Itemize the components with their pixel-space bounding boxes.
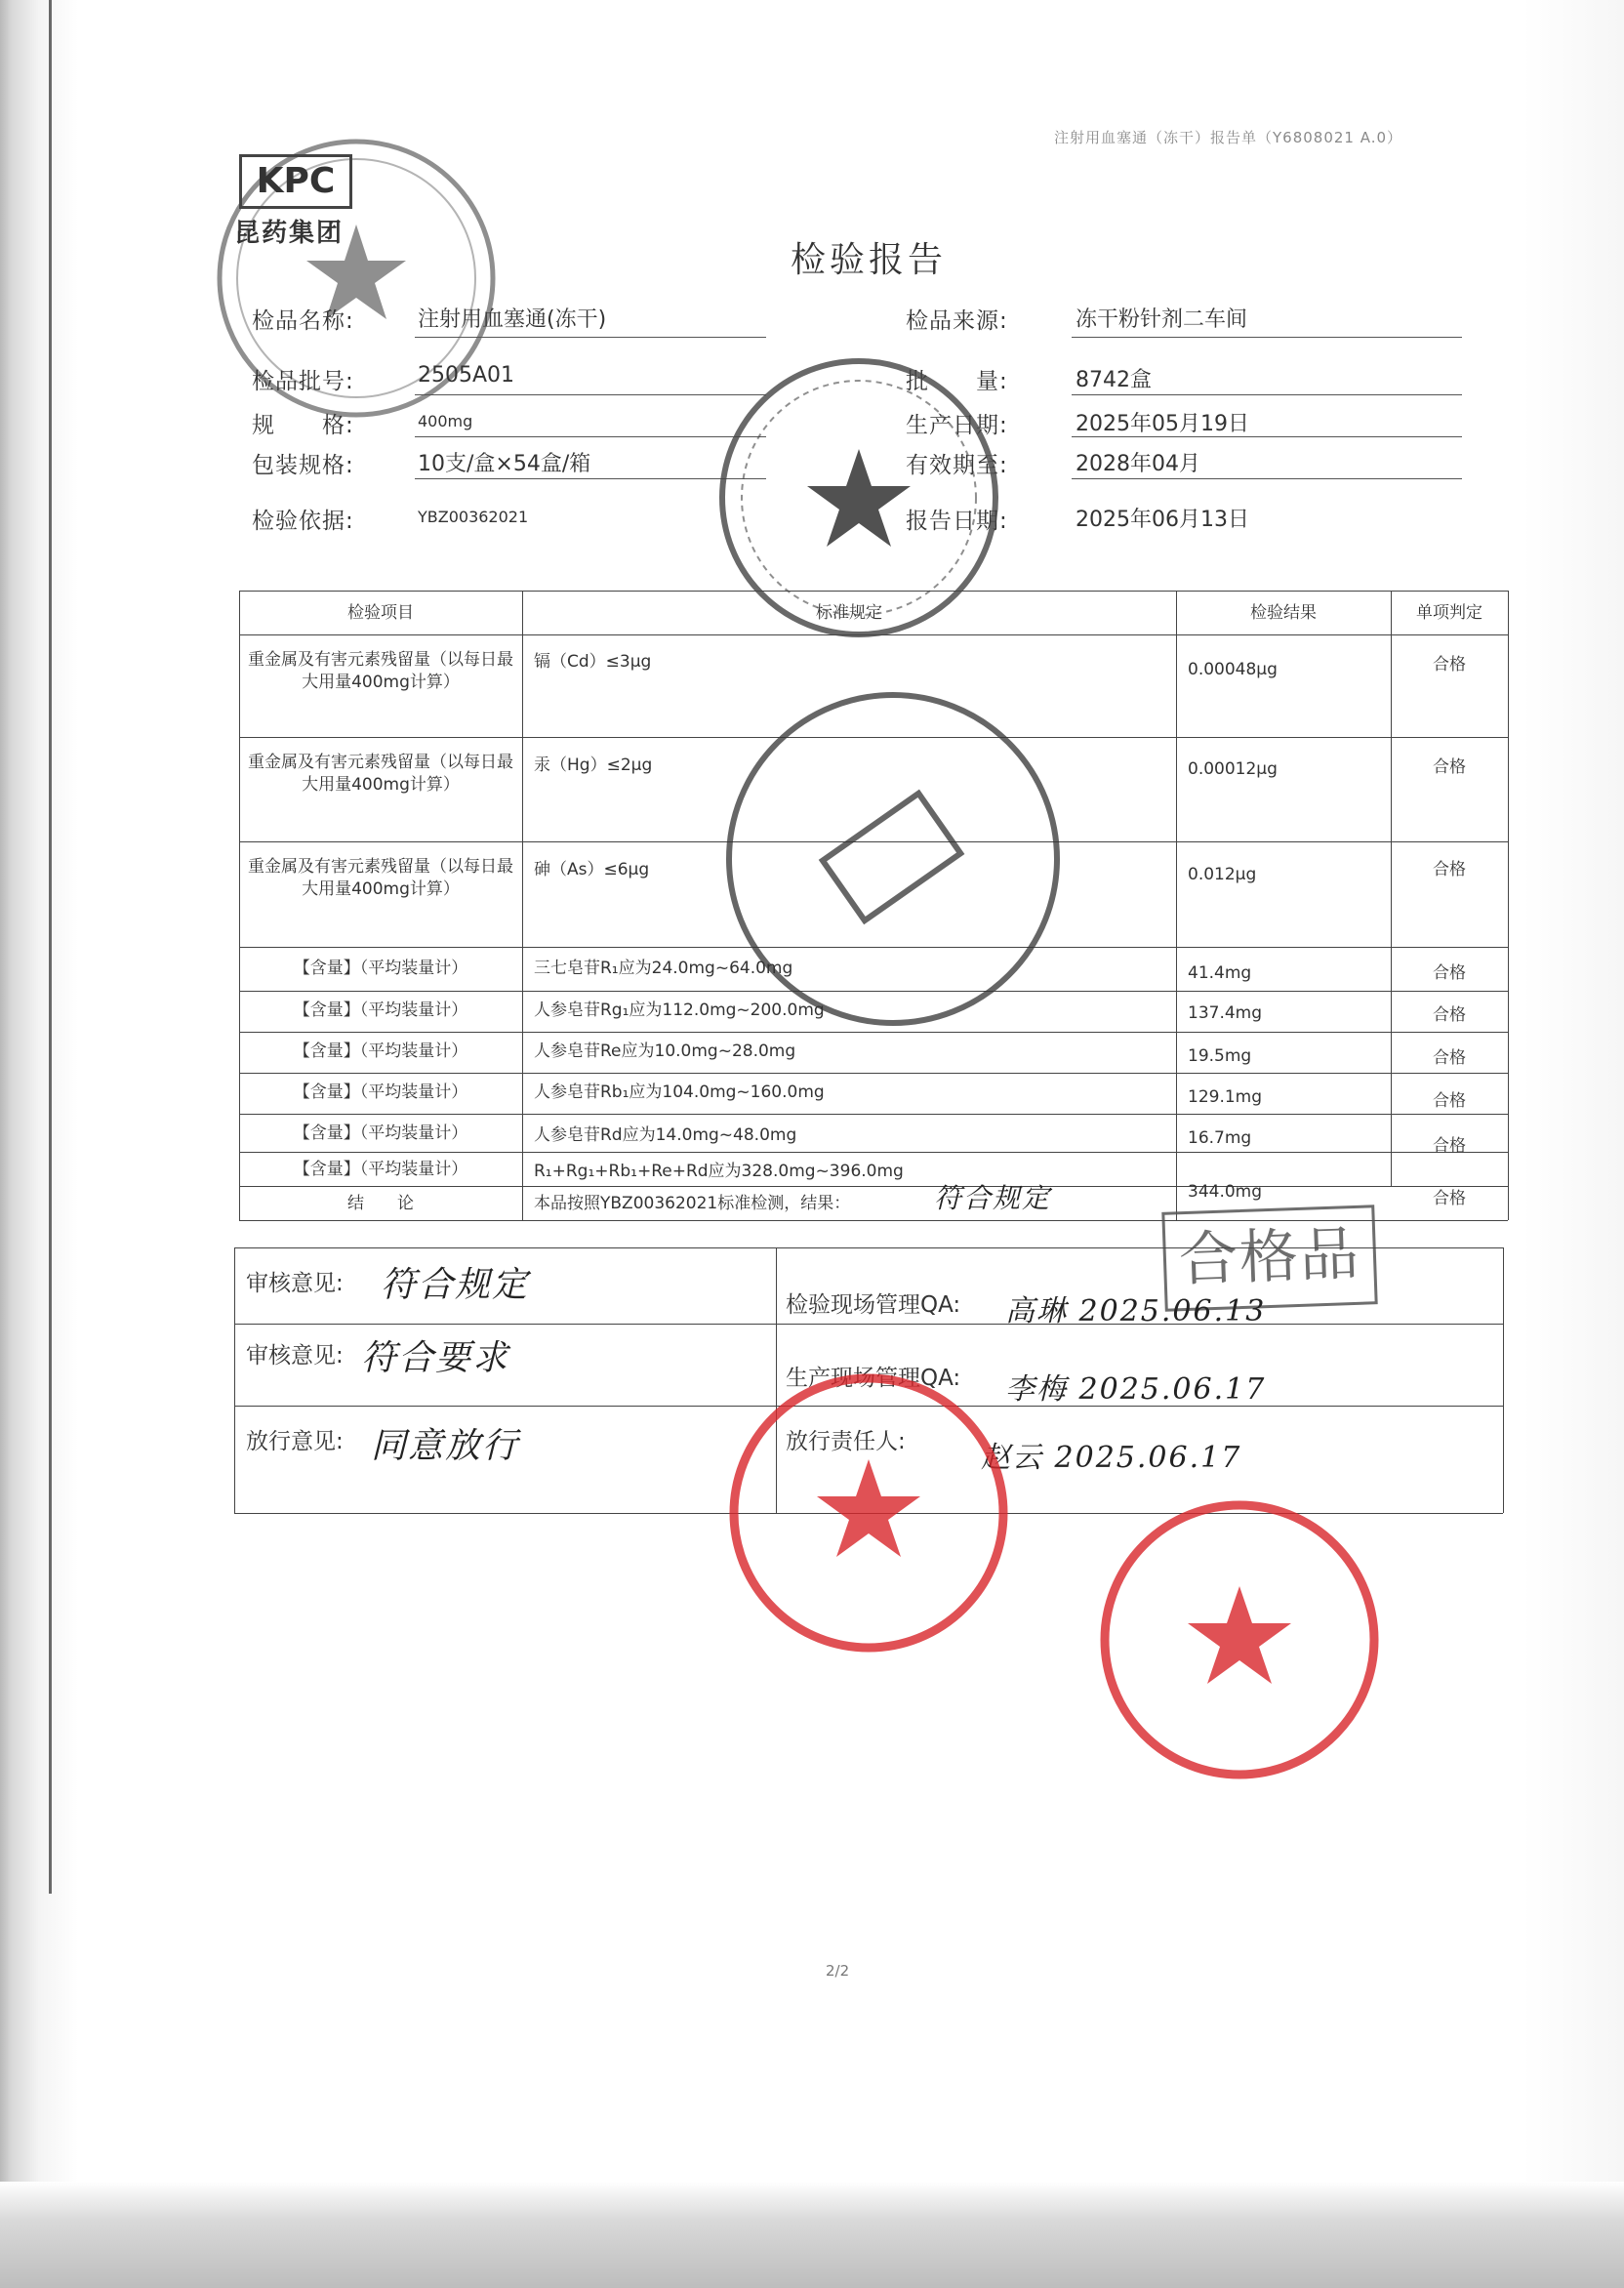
review-line [1503, 1247, 1504, 1513]
row-item: 【含量】（平均装量计） [293, 1124, 468, 1143]
spec-value: 400mg [418, 412, 473, 430]
quality-red-seal [722, 1367, 1015, 1659]
review-line [234, 1247, 235, 1513]
review1-signature: 符合规定 [381, 1265, 530, 1305]
table-line [239, 591, 1508, 592]
page-title: 检验报告 [791, 240, 948, 280]
table-line [239, 634, 1508, 635]
batch-value: 2505A01 [418, 363, 515, 388]
table-line [239, 1073, 1508, 1074]
row-item: 【含量】（平均装量计） [293, 1083, 468, 1102]
conclusion-label: 结 论 [347, 1194, 414, 1213]
release-person-signature: 赵云 2025.06.17 [981, 1441, 1242, 1475]
row-judgement: 合格 [1433, 1091, 1466, 1111]
packing-label: 包装规格: [252, 453, 354, 478]
row-judgement: 合格 [1433, 655, 1466, 674]
quantity-value: 8742盒 [1076, 368, 1152, 392]
row-judgement: 合格 [1433, 757, 1466, 777]
report-date-label: 报告日期: [906, 509, 1008, 534]
row-judgement: 合格 [1433, 1048, 1466, 1068]
row-judgement: 合格 [1433, 1136, 1466, 1156]
source-underline [1072, 337, 1462, 338]
row-standard: 三七皂苷R₁应为24.0mg~64.0mg [534, 959, 793, 978]
table-line [239, 1152, 1508, 1153]
row-item: 【含量】（平均装量计） [293, 1042, 468, 1061]
row-judgement: 合格 [1433, 963, 1466, 983]
product-name-label: 检品名称: [252, 308, 354, 334]
production-date-value: 2025年05月19日 [1076, 412, 1249, 436]
row-result: 16.7mg [1188, 1128, 1252, 1148]
table-line [1508, 591, 1509, 1220]
table-line [522, 591, 523, 1220]
header-standard: 标准规定 [816, 603, 882, 623]
product-name-underline [415, 337, 766, 338]
kpc-inspection-seal [717, 683, 1069, 1035]
row-item: 重金属及有害元素残留量（以每日最大用量400mg计算） [248, 753, 513, 795]
scan-shadow [0, 2182, 1624, 2288]
row-item: 【含量】（平均装量计） [293, 959, 468, 978]
qualified-stamp: 合格品 [1161, 1205, 1377, 1312]
production-date-label: 生产日期: [906, 413, 1008, 438]
row-standard: 人参皂苷Rd应为14.0mg~48.0mg [534, 1125, 797, 1145]
row-result: 129.1mg [1188, 1087, 1263, 1107]
header-result: 检验结果 [1250, 603, 1317, 623]
row-judgement: 合格 [1433, 1005, 1466, 1025]
page-edge-line [49, 0, 52, 1894]
row-result: 0.012μg [1188, 865, 1257, 884]
review2-signature: 符合要求 [361, 1338, 510, 1378]
header-item: 检验项目 [347, 603, 414, 623]
release-label: 放行意见: [246, 1429, 344, 1454]
row-result: 0.00048μg [1188, 660, 1278, 679]
row-judgement: 合格 [1433, 860, 1466, 879]
expiry-underline [1072, 478, 1462, 479]
table-line [239, 1114, 1508, 1115]
review2-label: 审核意见: [246, 1343, 344, 1369]
row-item: 重金属及有害元素残留量（以每日最大用量400mg计算） [248, 857, 513, 899]
page-number: 2/2 [826, 1962, 850, 1980]
expiry-value: 2028年04月 [1076, 452, 1200, 476]
qa-prod-label: 生产现场管理QA: [786, 1366, 961, 1391]
basis-label: 检验依据: [252, 509, 354, 534]
spec-label: 规 格: [252, 413, 354, 438]
row-standard: 人参皂苷Rg₁应为112.0mg~200.0mg [534, 1001, 825, 1020]
conclusion-signature: 符合规定 [934, 1182, 1052, 1214]
qa-site-label: 检验现场管理QA: [786, 1292, 961, 1318]
report-date-value: 2025年06月13日 [1076, 508, 1249, 532]
packing-value: 10支/盒×54盒/箱 [418, 452, 591, 476]
source-value: 冻干粉针剂二车间 [1076, 307, 1248, 332]
review-line [234, 1247, 1503, 1248]
table-line [1176, 591, 1177, 1220]
row-result: 19.5mg [1188, 1046, 1252, 1066]
release-person-label: 放行责任人: [786, 1429, 906, 1454]
row-standard: 人参皂苷Re应为10.0mg~28.0mg [534, 1042, 796, 1061]
shengkang-red-seal [1093, 1493, 1386, 1786]
review1-label: 审核意见: [246, 1271, 344, 1296]
review-line [234, 1324, 1503, 1325]
source-label: 检品来源: [906, 308, 1008, 334]
quantity-label: 批 量: [906, 369, 1008, 394]
row-standard: 人参皂苷Rb₁应为104.0mg~160.0mg [534, 1083, 825, 1102]
row-standard: 镉（Cd）≤3μg [534, 652, 652, 672]
qa-site-signature: 高琳 2025.06.13 [1005, 1294, 1267, 1328]
product-name-value: 注射用血塞通(冻干) [418, 307, 607, 332]
conclusion-text: 本品按照YBZ00362021标准检测，结果： [534, 1194, 851, 1213]
row-judgement: 合格 [1433, 1189, 1466, 1208]
row-item: 重金属及有害元素残留量（以每日最大用量400mg计算） [248, 650, 513, 692]
qa-prod-signature: 李梅 2025.06.17 [1005, 1372, 1267, 1407]
kpc-logo: KPC [239, 154, 352, 209]
row-item: 【含量】（平均装量计） [293, 1001, 468, 1020]
row-result: 344.0mg [1188, 1182, 1263, 1202]
quantity-underline [1072, 394, 1462, 395]
kpc-group-name: 昆药集团 [234, 219, 345, 248]
row-standard: 汞（Hg）≤2μg [534, 756, 653, 775]
table-line [239, 1186, 1508, 1187]
row-item: 【含量】（平均装量计） [293, 1160, 468, 1179]
expiry-label: 有效期至: [906, 453, 1008, 478]
row-result: 41.4mg [1188, 963, 1252, 983]
header-judgement: 单项判定 [1416, 603, 1482, 623]
row-standard: 砷（As）≤6μg [534, 860, 650, 879]
production-date-underline [1072, 436, 1462, 437]
release-signature: 同意放行 [371, 1426, 520, 1466]
document-code: 注射用血塞通（冻干）报告单（Y6808021 A.0） [1054, 129, 1403, 146]
row-standard: R₁+Rg₁+Rb₁+Re+Rd应为328.0mg~396.0mg [534, 1162, 904, 1181]
row-result: 137.4mg [1188, 1003, 1263, 1023]
row-result: 0.00012μg [1188, 759, 1278, 779]
batch-label: 检品批号: [252, 369, 354, 394]
basis-value: YBZ00362021 [418, 508, 529, 526]
